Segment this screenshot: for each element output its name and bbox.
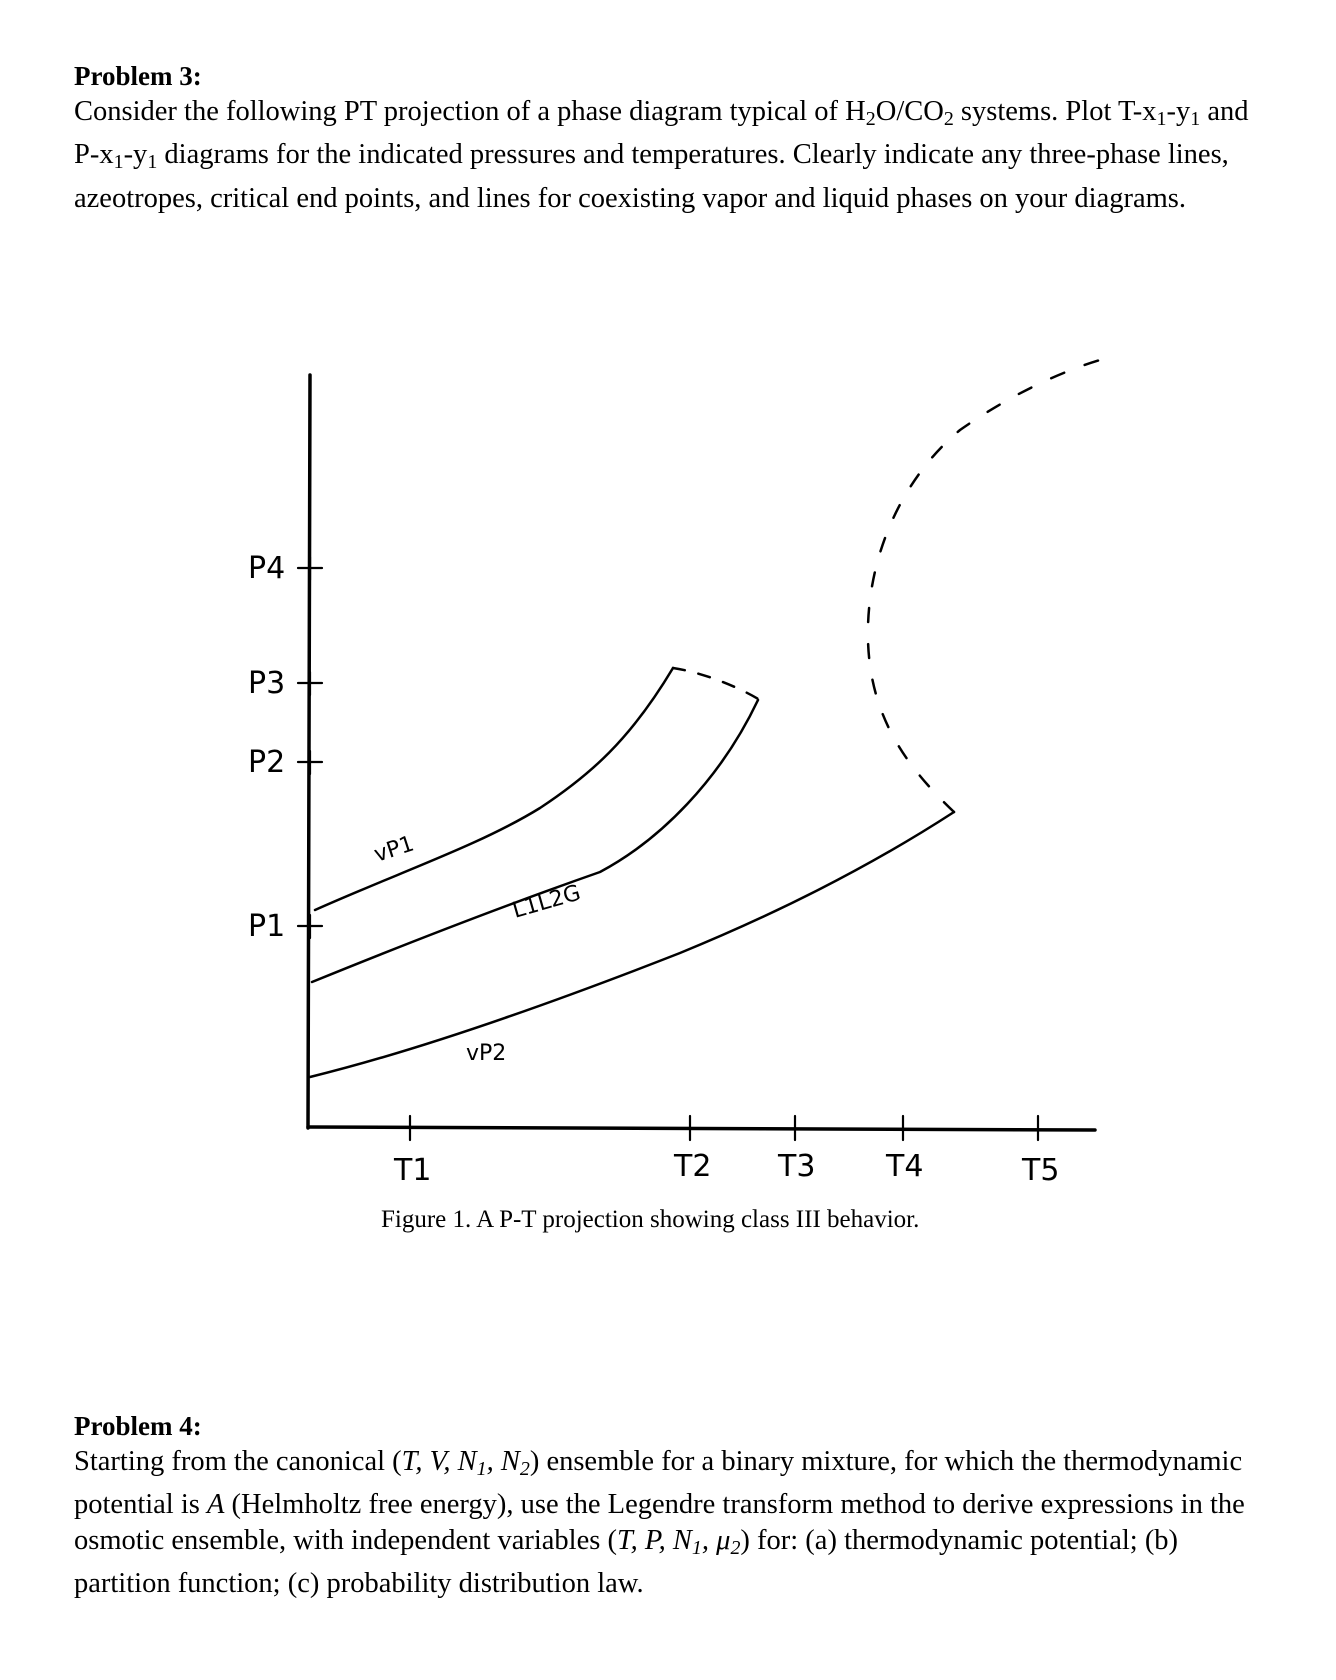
p4-sub-n1b: 1 — [691, 1536, 702, 1559]
p4-sub-mu2: 2 — [730, 1536, 741, 1559]
p3-sub-x1: 1 — [1156, 107, 1167, 130]
label-vp2: vP2 — [466, 1041, 507, 1066]
p4-var-a: A — [206, 1489, 225, 1521]
label-llg: L1L2G — [509, 880, 584, 924]
y-label-p4: P4 — [248, 551, 286, 586]
y-label-p3: P3 — [248, 666, 286, 701]
x-axis — [308, 1127, 1095, 1130]
p4-var-n: , N — [486, 1446, 520, 1477]
figure-caption: Figure 1. A P-T projection showing class III behavior. — [381, 1206, 920, 1233]
p4-text-h: (Helmholtz free energy), use the Legendre transform method to derive expressions in the osmotic ensemble, with independent variables ( — [74, 1489, 1245, 1556]
p4-vars-tvn: T, V, N — [401, 1446, 477, 1477]
p4-text-m: ) for: (a) thermodynamic potential; (b) partition function; (c) probability distribution law. — [74, 1524, 1179, 1600]
label-vp1: vP1 — [371, 831, 418, 868]
curve-vp1 — [315, 668, 673, 910]
p3-text-m: diagrams for the indicated pressures and temperatures. Clearly indicate any three-phase lines, azeotropes, critical end points, and lines for coexisting vapor and liquid phases on your diagrams. — [74, 139, 1229, 214]
problem-4-title: Problem 4: — [74, 1411, 202, 1441]
x-label-t2: T2 — [674, 1149, 712, 1184]
p3-sub-x1b: 1 — [113, 151, 124, 174]
y-tick-p4 — [298, 557, 322, 580]
p3-text-e: systems. Plot T-x — [953, 96, 1157, 127]
p3-text-i: and P-x — [74, 96, 1249, 171]
problem-3-title: Problem 3: — [74, 61, 202, 91]
p4-text-f: ) ensemble for a binary mixture, for which the thermodynamic potential is — [74, 1446, 1243, 1521]
x-label-t4: T4 — [886, 1149, 924, 1184]
critical-dash-right — [868, 360, 1100, 812]
p4-sub-n2: 2 — [519, 1457, 530, 1480]
y-tick-p2 — [298, 751, 322, 774]
p4-sub-n1: 1 — [476, 1457, 487, 1480]
p3-text-k: -y — [123, 139, 148, 171]
y-label-p1: P1 — [248, 909, 286, 944]
x-label-t3: T3 — [778, 1149, 816, 1184]
y-tick-p1 — [298, 915, 322, 938]
y-tick-p3 — [298, 672, 322, 695]
problem-4 — [74, 1408, 1264, 1602]
p3-sub-h2: 2 — [865, 107, 876, 130]
problem-4-body — [74, 1444, 1264, 1602]
y-label-p2: P2 — [248, 745, 286, 780]
p3-sub-y1: 1 — [1190, 107, 1201, 130]
p4-var-mu: , μ — [701, 1524, 731, 1556]
p4-text-a: Starting from the canonical ( — [74, 1446, 402, 1477]
x-label-t1: T1 — [394, 1153, 432, 1188]
p3-sub-co2: 2 — [943, 107, 954, 130]
x-label-t5: T5 — [1022, 1153, 1060, 1188]
p3-text-a: Consider the following PT projection of a phase diagram typical of H — [74, 96, 866, 127]
p4-vars-tpn: T, P, N — [616, 1524, 692, 1556]
p3-text-g: -y — [1166, 96, 1191, 127]
p3-sub-y1b: 1 — [147, 151, 158, 174]
p3-text-c: O/CO — [875, 96, 944, 127]
critical-dash-upper — [673, 668, 760, 700]
